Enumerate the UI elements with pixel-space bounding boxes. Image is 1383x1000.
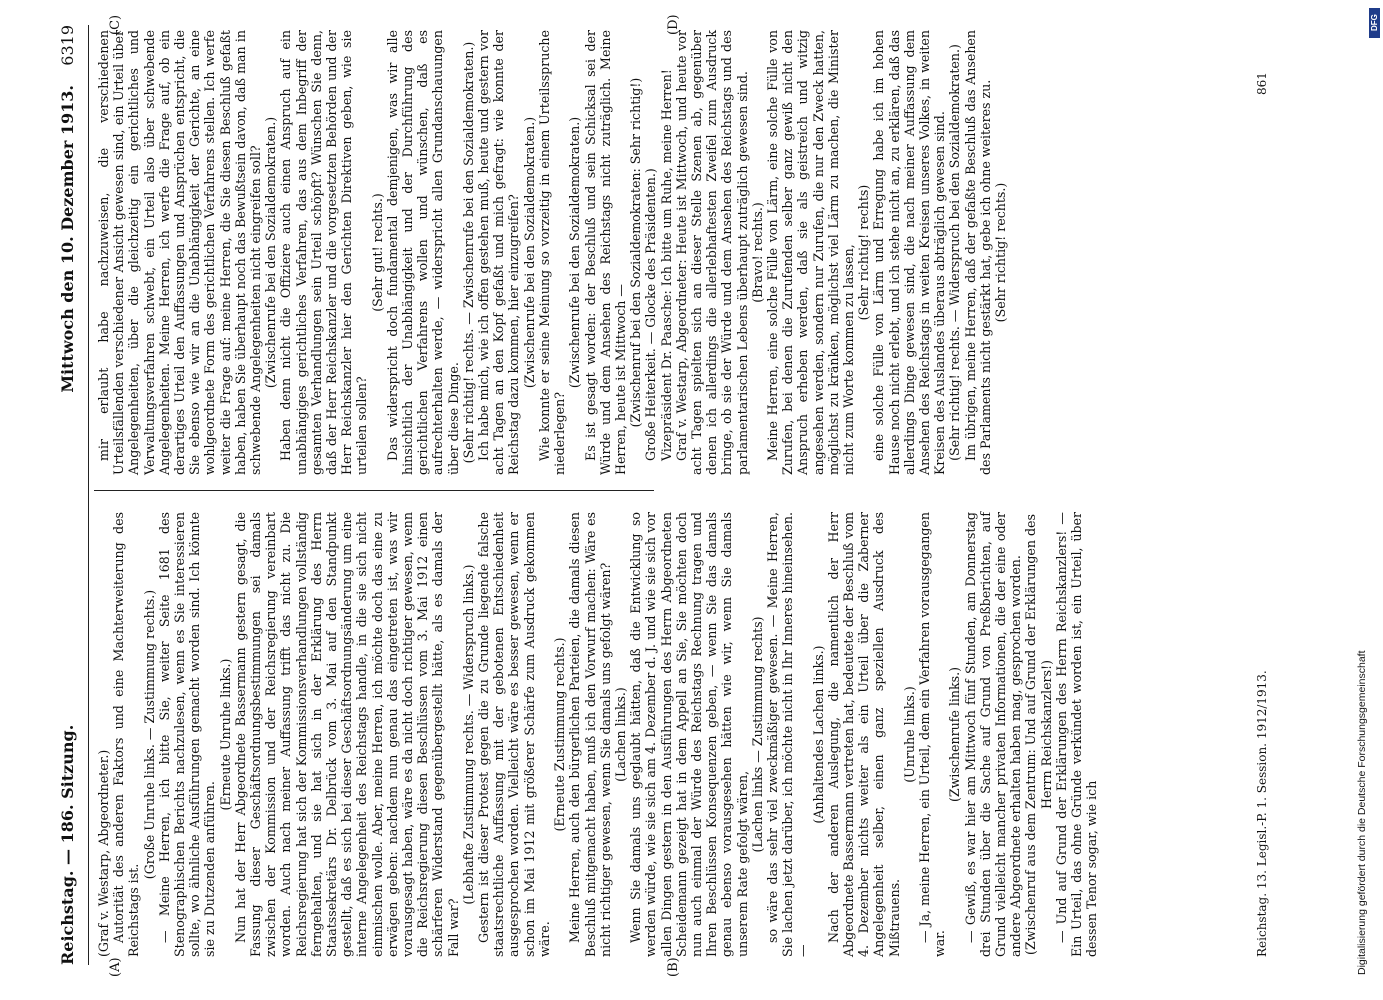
interjection: (Erneute Unruhe links.) xyxy=(217,658,233,811)
margin-marker-a: (A) xyxy=(108,957,123,977)
paragraph: Autorität des anderen Faktors und eine Machterweiterung des Reichstags ist. xyxy=(111,512,142,957)
interjection: (Große Unruhe links. — Zustimmung rechts.) xyxy=(141,589,157,880)
interjection: (Sehr richtig! rechts. — Zwischenrufe bei den Sozialdemokraten.) xyxy=(460,41,476,464)
paragraph: — Meine Herren, ich bitte Sie, weiter Seite 1681 des Stenographischen Berichts nachzulesen, wenn es Sie interessieren sollte, wo ähnliche Ausführungen gemacht worden sind. Ich könnte sie zu Dutzenden anführen. xyxy=(156,512,218,957)
document-page xyxy=(30,15,1350,975)
header-rule xyxy=(88,25,89,965)
interjection: (Zwischenrufe bei den Sozialdemokraten.) xyxy=(521,116,537,389)
margin-marker-b: (B) xyxy=(666,957,681,977)
interjection: (Sehr richtig! rechts) xyxy=(856,184,872,321)
interjection: (Lachen links.) xyxy=(612,687,628,782)
margin-marker-c: (C) xyxy=(108,14,123,35)
interjection: (Zwischenrufe bei den Sozialdemokraten.) xyxy=(567,116,583,389)
paragraph: mir erlaubt habe nachzuweisen, die verschiedenen Urteilsfällenden verschiedener Ansicht gewesen sind, ein Urteil über Angelegenheiten, über die gleichzeitig ein gerichtliches und Verwaltungsverfahren schwebt, ein Urteil also über schwebende Angelegenheiten. Meine Herren, ich werfe die Frage auf, ob ein derartiges Urteil den Auffassungen und Ansprüchen entspricht, die Sie ebenso wie wir an die Unabhängigkeit der Gerichte, an eine wohlgeordnete Form des gerichtlichen Verfahrens stellen. Ich werfe weiter die Frage auf: meine Herren, die Sie diesen Beschluß gefaßt haben, haben Sie überhaupt noch das Bewußtsein davon, daß man in schwebende Angelegenheiten nicht eingreifen soll? xyxy=(96,30,264,475)
interjection: (Unruhe links.) xyxy=(901,686,917,783)
paragraph: Haben denn nicht die Offiziere auch einen Anspruch auf ein unabhängiges gerichtliches Verfahren, das aus dem Inbegriff der gesamten Verhandlungen sein Urteil schöpft? Wünschen Sie denn, daß der Herr Reichskanzler und die vorgesetzten Behörden und der Herr Reichskanzler hier den Gerichten Direktiven geben, wie sie urteilen sollen? xyxy=(278,30,370,475)
interjection: (Zwischenrufe bei den Sozialdemokraten.) xyxy=(263,116,279,389)
paragraph: — Und auf Grund der Erklärungen des Herrn Reichskanzlers! — Ein Urteil, das ohne Gründe verkündet worden ist, ein Urteil, über dessen Tenor sogar, wie ich xyxy=(1053,512,1100,957)
footer-page-number: 861 xyxy=(1255,72,1269,95)
page-header xyxy=(58,25,88,965)
paragraph: Nun hat der Herr Abgeordnete Bassermann gestern gesagt, die Fassung dieser Geschäftsordnungsbestimmungen sei damals zwischen der Kommission und der Reichsregierung vereinbart worden. Auch nach meiner Auffassung trifft das nicht zu. Die Reichsregierung hat sich der Kommissionsverhandlungen vollständig ferngehalten, und sie hat sich in der Erklärung des Herrn Staatssekretärs Dr. Delbrück vom 3. Mai auf den Standpunkt gestellt, daß es sich bei dieser Geschäftsordnungsänderung um eine interne Angelegenheit des Reichstags handle, in die sie sich nicht einmischen wolle. Aber, meine Herren, ich möchte doch das eine zu erwägen geben: nachdem nun genau das eingetreten ist, was wir vorausgesagt haben, wäre es da nicht doch richtiger gewesen, wenn die Reichsregierung diesen Beschlüssen vom 3. Mai 1912 einen schärferen Widerstand gegenübergestellt hätte, als es damals der Fall war? xyxy=(232,512,461,957)
interjection: (Sehr richtig! rechts. — Widerspruch bei den Sozialdemokraten.) xyxy=(947,44,963,461)
dfg-logo: DFG xyxy=(1369,8,1380,38)
paragraph: eine solche Fülle von Lärm und Erregung habe ich im hohen Hause noch nicht erlebt, und ich stehe nicht an, zu erklären, daß das allerdings Dinge gewesen sind, die nach meiner Auffassung dem Ansehen des Reichstags in weiten Kreisen unseres Volkes, in weiten Kreisen des Auslandes überaus abträglich gewesen sind. xyxy=(871,30,948,475)
paragraph: Ich habe mich, wie ich offen gestehen muß, heute und gestern vor acht Tagen an den Kopf gefaßt und mich gefragt: wie konnte der Reichstag dazu kommen, hier einzugreifen? xyxy=(476,30,522,475)
paragraph: Meine Herren, auch den bürgerlichen Parteien, die damals diesen Beschluß mitgemacht haben, muß ich den Vorwurf machen: Wäre es nicht richtiger gewesen, wenn Sie damals uns gefolgt wären? xyxy=(567,512,613,957)
interjection: (Sehr richtig! rechts.) xyxy=(992,182,1008,323)
speaker-intro: (Graf v. Westarp, Abgeordneter.) xyxy=(96,749,111,957)
header-date: Mittwoch den 10. Dezember 1913. xyxy=(58,85,77,393)
header-left: Reichstag. — 186. Sitzung. xyxy=(58,724,77,965)
interjection: (Bravo! rechts.) xyxy=(749,202,765,303)
paragraph: Es ist gesagt worden: der Beschluß und sein Schicksal sei der Würde und dem Ansehen des Reichstags nicht zuträglich. Meine Herren, heute ist Mittwoch — xyxy=(582,30,628,475)
digitization-credit: Digitalisierung gefördert durch die Deutsche Forschungsgemeinschaft xyxy=(1356,650,1368,975)
interjection: (Zwischenruf aus dem Zentrum: Und auf Grund der Erklärungen des Herrn Reichskanzlers!) xyxy=(1023,514,1054,955)
column-separator xyxy=(94,490,654,491)
paragraph: — Ja, meine Herren, ein Urteil, dem ein Verfahren vorausgegangen war. xyxy=(916,512,948,957)
paragraph: Das widerspricht doch fundamental demjenigen, was wir alle hinsichtlich der Unabhängigkeit und der Durchführung des gerichtlichen Verfahrens wollen und wünschen, daß es aufrechterhalten werde, — widerspricht allen Grundanschauungen über diese Dinge. xyxy=(384,30,461,475)
paragraph: Vizepräsident Dr. Paasche: Ich bitte um Ruhe, meine Herren! xyxy=(658,69,674,461)
interjection: (Lachen links — Zustimmung rechts) xyxy=(749,616,765,853)
interjection: (Zwischenrufe links.) xyxy=(947,666,963,803)
right-column xyxy=(96,30,1008,475)
paragraph: Meine Herren, eine solche Fülle von Lärm, eine solche Fülle von Zurufen, bei denen die Zurufenden selber ganz gewiß nicht den Anspruch erheben werden, daß sie als geistreich und witzig angesehen werden, sondern nur Zurufen, die nur den Zweck hatten, möglichst zu kränken, möglichst viel Lärm zu machen, die Minister nicht zum Worte kommen zu lassen, xyxy=(764,30,856,475)
interjection: (Erneute Zustimmung rechts.) xyxy=(552,637,568,832)
interjection: (Sehr gut! rechts.) xyxy=(369,193,385,312)
footer-session: Reichstag. 13. Legisl.-P. 1. Session. 1912/1913. xyxy=(1255,670,1269,957)
interjection: (Lebhafte Zustimmung rechts. — Widerspruch links.) xyxy=(460,564,476,905)
paragraph: Wenn Sie damals uns geglaubt hätten, daß die Entwicklung so werden würde, wie sie sich am 4. Dezember d. J. und wie sie sich vor allen Dingen gestern in den Ausführungen des Herrn Abgeordneten Scheidemann gezeigt hat in dem Appell an Sie, Sie möchten doch nun auch einmal der Würde des Reichstags Rechnung tragen und Ihren Beschlüssen Konsequenzen geben, — wenn Sie das damals genau ebenso vorausgesehen hätten wie wir, wenn Sie damals unserem Rate gefolgt wären, xyxy=(628,512,750,957)
paragraph: Große Heiterkeit. — Glocke des Präsidenten.) xyxy=(643,168,659,461)
page-number: 6319 xyxy=(58,25,77,66)
paragraph: Im übrigen, meine Herren, daß der gefaßte Beschluß das Ansehen des Parlaments nicht gestärkt hat, gebe ich ohne weiteres zu. xyxy=(962,30,993,475)
left-column xyxy=(96,512,1099,957)
paragraph: Gestern ist dieser Protest gegen die zu Grunde liegende falsche staatsrechtliche Auffassung mit der gebotenen Entschiedenheit ausgesprochen worden. Vielleicht wäre es besser gewesen, wenn er schon im Mai 1912 mit größerer Schärfe zum Ausdruck gekommen wäre. xyxy=(476,512,552,957)
interjection: (Anhaltendes Lachen links.) xyxy=(810,645,826,824)
paragraph: Wie konnte er seine Meinung so vorzeitig in einem Urteilsspruche niederlegen? xyxy=(536,30,568,475)
paragraph: so wäre das sehr viel zweckmäßiger gewesen. — Meine Herren, Sie lachen jetzt darüber, ich möchte nicht in Ihr Inneres hineinsehen. — xyxy=(764,512,811,957)
paragraph: Nach der anderen Auslegung, die namentlich der Herr Abgeordnete Bassermann vertreten hat, bedeutete der Beschluß vom 4. Dezember nichts weiter als ein Urteil über die Zaberner Angelegenheit selber, einen ganz speziellen Ausdruck des Mißtrauens. xyxy=(825,512,902,957)
paragraph: Graf v. Westarp, Abgeordneter: Heute ist Mittwoch, und heute vor acht Tagen spielten sich an dieser Stelle Szenen ab, gegenüber denen ich allerdings die allerlebhaftesten Zweifel zum Ausdruck bringe, ob sie der Würde und dem Ansehen des Reichstags und des parlamentarischen Lebens überhaupt zuträglich gewesen sind. xyxy=(673,30,750,475)
paragraph: — Gewiß, es war hier am Mittwoch fünf Stunden, am Donnerstag drei Stunden über die Sache auf Grund von Preßberichten, auf Grund vielleicht mancher privaten Informationen, die der eine oder andere Abgeordnete erhalten haben mag, gesprochen worden. xyxy=(962,512,1024,957)
margin-marker-d: (D) xyxy=(666,14,681,35)
interjection: (Zwischenruf bei den Sozialdemokraten: Sehr richtig!) xyxy=(628,77,644,428)
